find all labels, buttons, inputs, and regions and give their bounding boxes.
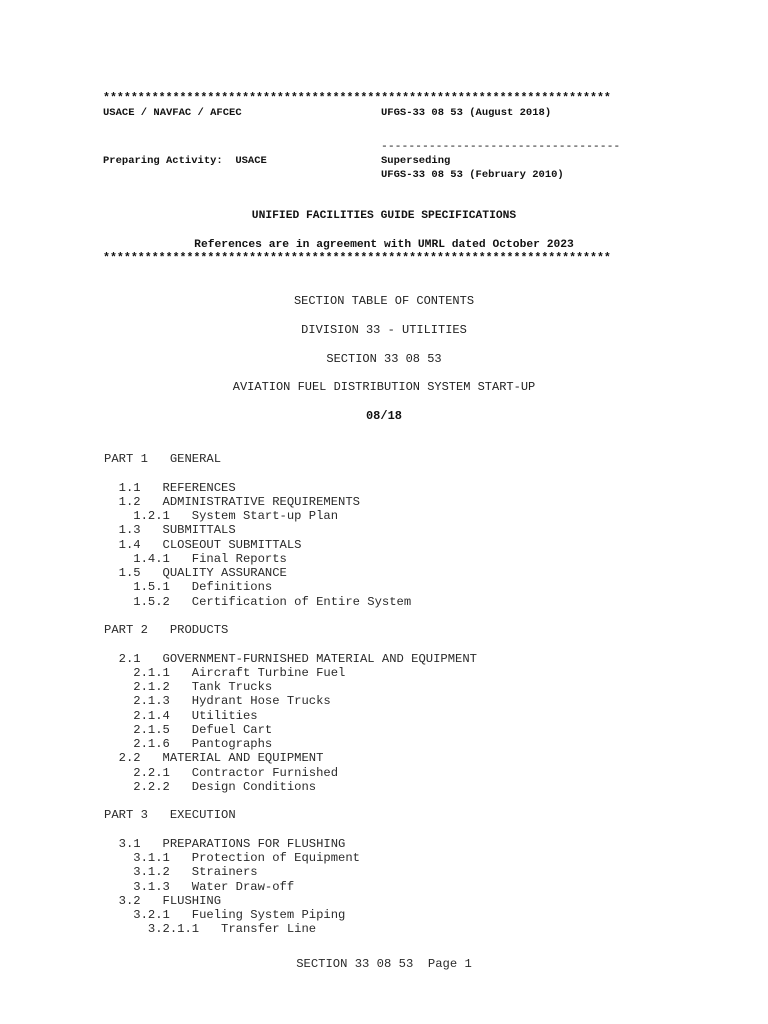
toc-entry: 2.2 MATERIAL AND EQUIPMENT bbox=[104, 751, 324, 766]
page-footer: SECTION 33 08 53 Page 1 bbox=[296, 957, 472, 971]
toc-subentry: 2.2.2 Design Conditions bbox=[104, 779, 317, 794]
toc-subentry: 2.1.4 Utilities bbox=[104, 708, 258, 723]
stars-divider-bottom: ************************************************************************* bbox=[103, 252, 611, 265]
toc-subentry: 3.1.1 Protection of Equipment bbox=[104, 851, 360, 865]
toc-entry: 1.3 SUBMITTALS bbox=[104, 523, 236, 538]
stars-divider-top: ************************************************************************* bbox=[103, 92, 611, 105]
toc-title: SECTION TABLE OF CONTENTS bbox=[293, 294, 475, 308]
toc-subentry: 2.1.5 Defuel Cart bbox=[104, 722, 273, 737]
toc-subentry: 2.1.6 Pantographs bbox=[104, 737, 273, 751]
toc-entry: 3.2 FLUSHING bbox=[104, 893, 222, 908]
toc-entry: 1.2 ADMINISTRATIVE REQUIREMENTS bbox=[104, 494, 360, 509]
toc-part-heading: PART 1 GENERAL bbox=[104, 452, 222, 466]
toc-subentry: 3.2.1.1 Transfer Line bbox=[104, 922, 317, 937]
toc-subentry: 3.1.3 Water Draw-off bbox=[104, 879, 295, 894]
toc-subentry: 2.1.3 Hydrant Hose Trucks bbox=[104, 694, 331, 709]
toc-subentry: 3.1.2 Strainers bbox=[104, 865, 258, 880]
toc-entry: 3.1 PREPARATIONS FOR FLUSHING bbox=[104, 836, 346, 851]
section-date: 08/18 bbox=[365, 409, 402, 423]
toc-entry: 1.1 REFERENCES bbox=[104, 480, 236, 495]
toc-entry: 2.1 GOVERNMENT-FURNISHED MATERIAL AND EQUIPMENT bbox=[104, 651, 477, 666]
references-note: References are in agreement with UMRL dated October 2023 bbox=[194, 239, 574, 251]
agencies-label: USACE / NAVFAC / AFCEC bbox=[103, 107, 242, 119]
toc-subentry: 2.1.1 Aircraft Turbine Fuel bbox=[104, 665, 346, 680]
toc-entry: 1.4 CLOSEOUT SUBMITTALS bbox=[104, 537, 302, 552]
toc-subentry: 1.4.1 Final Reports bbox=[104, 551, 287, 566]
preparing-activity: Preparing Activity: USACE bbox=[103, 155, 267, 167]
dash-divider: ----------------------------------- bbox=[381, 141, 621, 153]
division-title: DIVISION 33 - UTILITIES bbox=[301, 323, 467, 337]
ufgs-superseded: UFGS-33 08 53 (February 2010) bbox=[381, 169, 564, 181]
toc-subentry: 3.2.1 Fueling System Piping bbox=[104, 908, 346, 922]
toc-subentry: 2.1.2 Tank Trucks bbox=[104, 680, 273, 694]
toc-entry: 1.5 QUALITY ASSURANCE bbox=[104, 566, 287, 580]
section-name: AVIATION FUEL DISTRIBUTION SYSTEM START-UP bbox=[232, 380, 536, 394]
ufgs-current: UFGS-33 08 53 (August 2018) bbox=[381, 107, 552, 119]
toc-part-heading: PART 3 EXECUTION bbox=[104, 808, 236, 823]
guide-title: UNIFIED FACILITIES GUIDE SPECIFICATIONS bbox=[251, 210, 517, 222]
toc-part-heading: PART 2 PRODUCTS bbox=[104, 623, 229, 637]
toc-subentry: 1.5.1 Definitions bbox=[104, 580, 273, 595]
toc-subentry: 2.2.1 Contractor Furnished bbox=[104, 765, 339, 780]
section-number: SECTION 33 08 53 bbox=[326, 352, 442, 366]
superseding-label: Superseding bbox=[381, 155, 451, 167]
toc-subentry: 1.5.2 Certification of Entire System bbox=[104, 594, 412, 609]
toc-subentry: 1.2.1 System Start-up Plan bbox=[104, 509, 339, 523]
